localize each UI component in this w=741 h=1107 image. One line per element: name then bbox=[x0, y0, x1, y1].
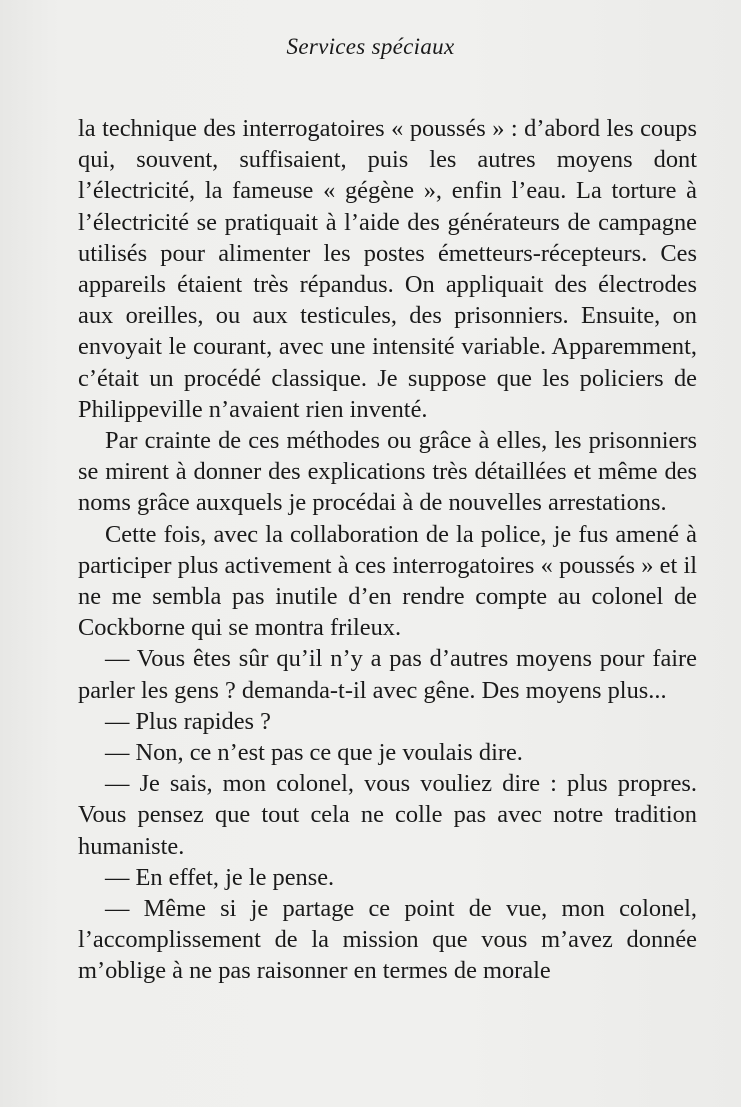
paragraph-2: Par crainte de ces méthodes ou grâce à elles, les prisonniers se mirent à donner des explications très détaillées et même des noms grâce auxquels je procédai à de nouvelles arrestations. bbox=[78, 427, 697, 517]
paragraph-1: la technique des interrogatoires « poussés » : d’abord les coups qui, souvent, suffisaient, puis les autres moyens dont l’électricité, la fameuse « gégène », enfin l’eau. La torture à l’électricité se pratiquait à l’aide des générateurs de campagne utilisés pour alimenter les postes émetteurs-récepteurs. Ces appareils étaient très répandus. On appliquait des électrodes aux oreilles, ou aux testicules, des prisonniers. Ensuite, on envoyait le courant, avec une intensité variable. Apparemment, c’était un procédé classique. Je suppose que les policiers de Philippeville n’avaient rien inventé. bbox=[78, 115, 697, 423]
paragraph-3: Cette fois, avec la collaboration de la police, je fus amené à participer plus activement à ces interrogatoires « poussés » et il ne me sembla pas inutile d’en rendre compte au colonel de Cockborne qui se montra frileux. bbox=[78, 520, 697, 642]
paragraph-5: — Plus rapides ? bbox=[105, 707, 271, 735]
body-text bbox=[78, 113, 697, 987]
paragraph-9: — Même si je partage ce point de vue, mon colonel, l’accomplissement de la mission que vous m’avez donnée m’oblige à ne pas raisonner en termes de morale bbox=[78, 895, 697, 985]
paragraph-6: — Non, ce n’est pas ce que je voulais dire. bbox=[105, 739, 523, 767]
paragraph-8: — En effet, je le pense. bbox=[105, 863, 335, 891]
paragraph-4: — Vous êtes sûr qu’il n’y a pas d’autres moyens pour faire parler les gens ? demanda-t-il avec gêne. Des moyens plus... bbox=[78, 645, 697, 704]
running-head-title: Services spéciaux bbox=[286, 34, 455, 59]
paragraph-7: — Je sais, mon colonel, vous vouliez dire : plus propres. Vous pensez que tout cela ne colle pas avec notre tradition humaniste. bbox=[78, 770, 697, 860]
